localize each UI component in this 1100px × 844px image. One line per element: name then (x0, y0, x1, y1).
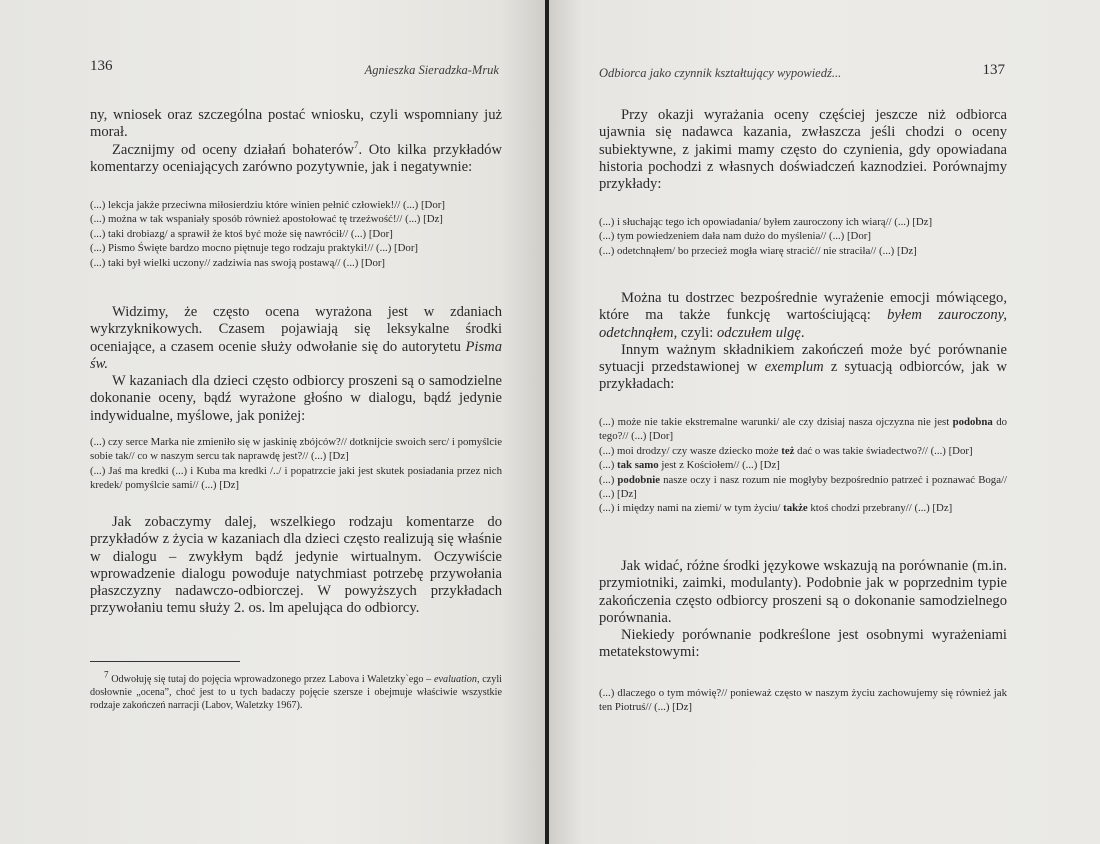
example-list (90, 198, 502, 270)
example-line: (...) może nie takie ekstremalne warunki/ ale czy dzisiaj nasza ojczyzna nie jest podobna do tego?// (...) [Dor] (599, 416, 1008, 443)
example-line: (...) tym powiedzeniem dała nam dużo do myślenia// (...) [Dor] (599, 230, 871, 243)
example-line: (...) taki drobiazg/ a sprawił że ktoś być może się nawrócił// (...) [Dor] (90, 227, 393, 240)
right-page (549, 0, 1100, 844)
example-list (599, 686, 1007, 715)
text-block (90, 514, 502, 618)
running-header: Agnieszka Sieradzka-Mruk (364, 63, 499, 77)
example-list (90, 435, 502, 493)
example-line: (...) i między nami na ziemi/ w tym życiu/ także ktoś chodzi przebrany// (...) [Dz] (599, 502, 953, 515)
text-block (599, 107, 1007, 193)
example-line: (...) czy serce Marka nie zmieniło się w jaskinię zbójców?// dotknijcie swoich serc/ i pomyślcie sobie tak// co w naszym sercu tak naprawdę jest?// (...) [Dz] (90, 436, 502, 463)
left-page (0, 0, 545, 844)
example-list (599, 415, 1007, 516)
paragraph: Jak widać, różne środki językowe wskazują na porównanie (m.in. przymiotniki, zaimki, modulanty). Podobnie jak w poprzednim typie zakończenia często odbiorcy proszeni są o dokonanie samodzielnego porównania. (599, 558, 1007, 626)
running-header: Odbiorca jako czynnik kształtujący wypowiedź... (599, 66, 842, 80)
example-line: (...) Jaś ma kredki (...) i Kuba ma kredki /../ i popatrzcie jaki jest skutek posiadania przez nich kredek/ pomyślcie sami// (...) [Dz] (90, 464, 502, 492)
example-line: (...) tak samo jest z Kościołem// (...) [Dz] (599, 459, 780, 472)
paragraph: ny, wniosek oraz szczególna postać wniosku, czyli wspomniany już morał. (90, 107, 502, 141)
example-line: (...) moi drodzy/ czy wasze dziecko może też dać o was takie świadectwo?// (...) [Dor] (599, 444, 973, 457)
footnote-ref: 7 (354, 139, 359, 150)
page-number: 136 (90, 58, 113, 74)
paragraph: Widzimy, że często ocena wyrażona jest w zdaniach wykrzyknikowych. Czasem pojawiają się leksykalne środki oceniające, a czasem ocenie służy odwołanie się do autorytetu Pisma św. (90, 304, 502, 372)
text-block (599, 290, 1007, 394)
paragraph: Innym ważnym składnikiem zakończeń może być porównanie sytuacji przedstawionej w exemplum z sytuacją odbiorców, jak w przykładach: (599, 341, 1007, 393)
example-line: (...) lekcja jakże przeciwna miłosierdziu które winien pełnić człowiek!// (...) [Dor] (90, 199, 445, 211)
paragraph: W kazaniach dla dzieci często odbiorcy proszeni są o samodzielne dokonanie oceny, bądź wyrażone głośno w dialogu, bądź jedynie indywidualne, myślowe, jak poniżej: (90, 373, 502, 424)
text-block (90, 107, 502, 176)
paragraph: Można tu dostrzec bezpośrednie wyrażenie emocji mówiącego, które ma także funkcję wartościującą: byłem zauroczony, odetchnąłem, czyli: odczułem ulgę. (599, 290, 1007, 341)
page-number: 137 (982, 62, 1005, 78)
example-line: (...) Pismo Święte bardzo mocno piętnuje tego rodzaju praktyki!// (...) [Dor] (90, 242, 419, 255)
example-line: (...) dlaczego o tym mówię?// ponieważ często w naszym życiu zachowujemy się również jak ten Piotruś// (...) [Dz] (599, 687, 1007, 714)
example-line: (...) podobnie nasze oczy i nasz rozum nie mogłyby bezpośrednio patrzeć i poznawać Boga// (...) [Dz] (599, 473, 1007, 501)
text-block (90, 304, 502, 425)
example-list (599, 215, 1007, 258)
footnote: $^7$ Odwołuję się tutaj do pojęcia wprowadzonego przez Labova i Waletzky`ego – evaluation, czyli dosłownie „ocena”, choć jest to u tych badaczy pojęcie szersze i obejmuje właściwie wszystkie rodzaje zakończeń narracji (Labov, Waletzky 1967). (90, 669, 502, 711)
example-line: (...) i słuchając tego ich opowiadania/ byłem zauroczony ich wiarą// (...) [Dz] (599, 216, 933, 228)
paragraph: Zacznijmy od oceny działań bohaterów$^7$. Oto kilka przykładów komentarzy oceniających zarówno pozytywnie, jak i negatywnie: (90, 139, 502, 175)
text-block (599, 558, 1007, 662)
example-line: (...) taki był wielki uczony// zadziwia nas swoją postawą// (...) [Dor] (90, 256, 386, 269)
example-line: (...) można w tak wspaniały sposób również apostołować tę trzeźwość!// (...) [Dz] (90, 213, 443, 226)
example-line: (...) odetchnąłem/ bo przecież mogła wiarę stracić// nie straciła// (...) [Dz] (599, 244, 917, 257)
paragraph: Jak zobaczymy dalej, wszelkiego rodzaju komentarze do przykładów z życia w kazaniach dla dzieci często realizują się właśnie w dialogu – zwykłym bądź jedynie wirtualnym. Oczywiście wprowadzenie dialogu powoduje natychmiast potrzebę przywołania płaszczyzny nadawczo-odbiorczej. W powyższych przykładach przywołaniu temu służy 2. os. lm apelująca do odbiorcy. (90, 514, 502, 617)
footnote-rule (90, 661, 240, 662)
paragraph: Niekiedy porównanie podkreślone jest osobnymi wyrażeniami metatekstowymi: (599, 627, 1007, 661)
paragraph: Przy okazji wyrażania oceny częściej jeszcze niż odbiorca ujawnia się nadawca kazania, zwłaszcza jeśli chodzi o oceny subiektywne, z jakimi mamy często do czynienia, gdy opowiadana historia pochodzi z własnych doświadczeń kaznodziei. Porównajmy przykłady: (599, 107, 1007, 193)
